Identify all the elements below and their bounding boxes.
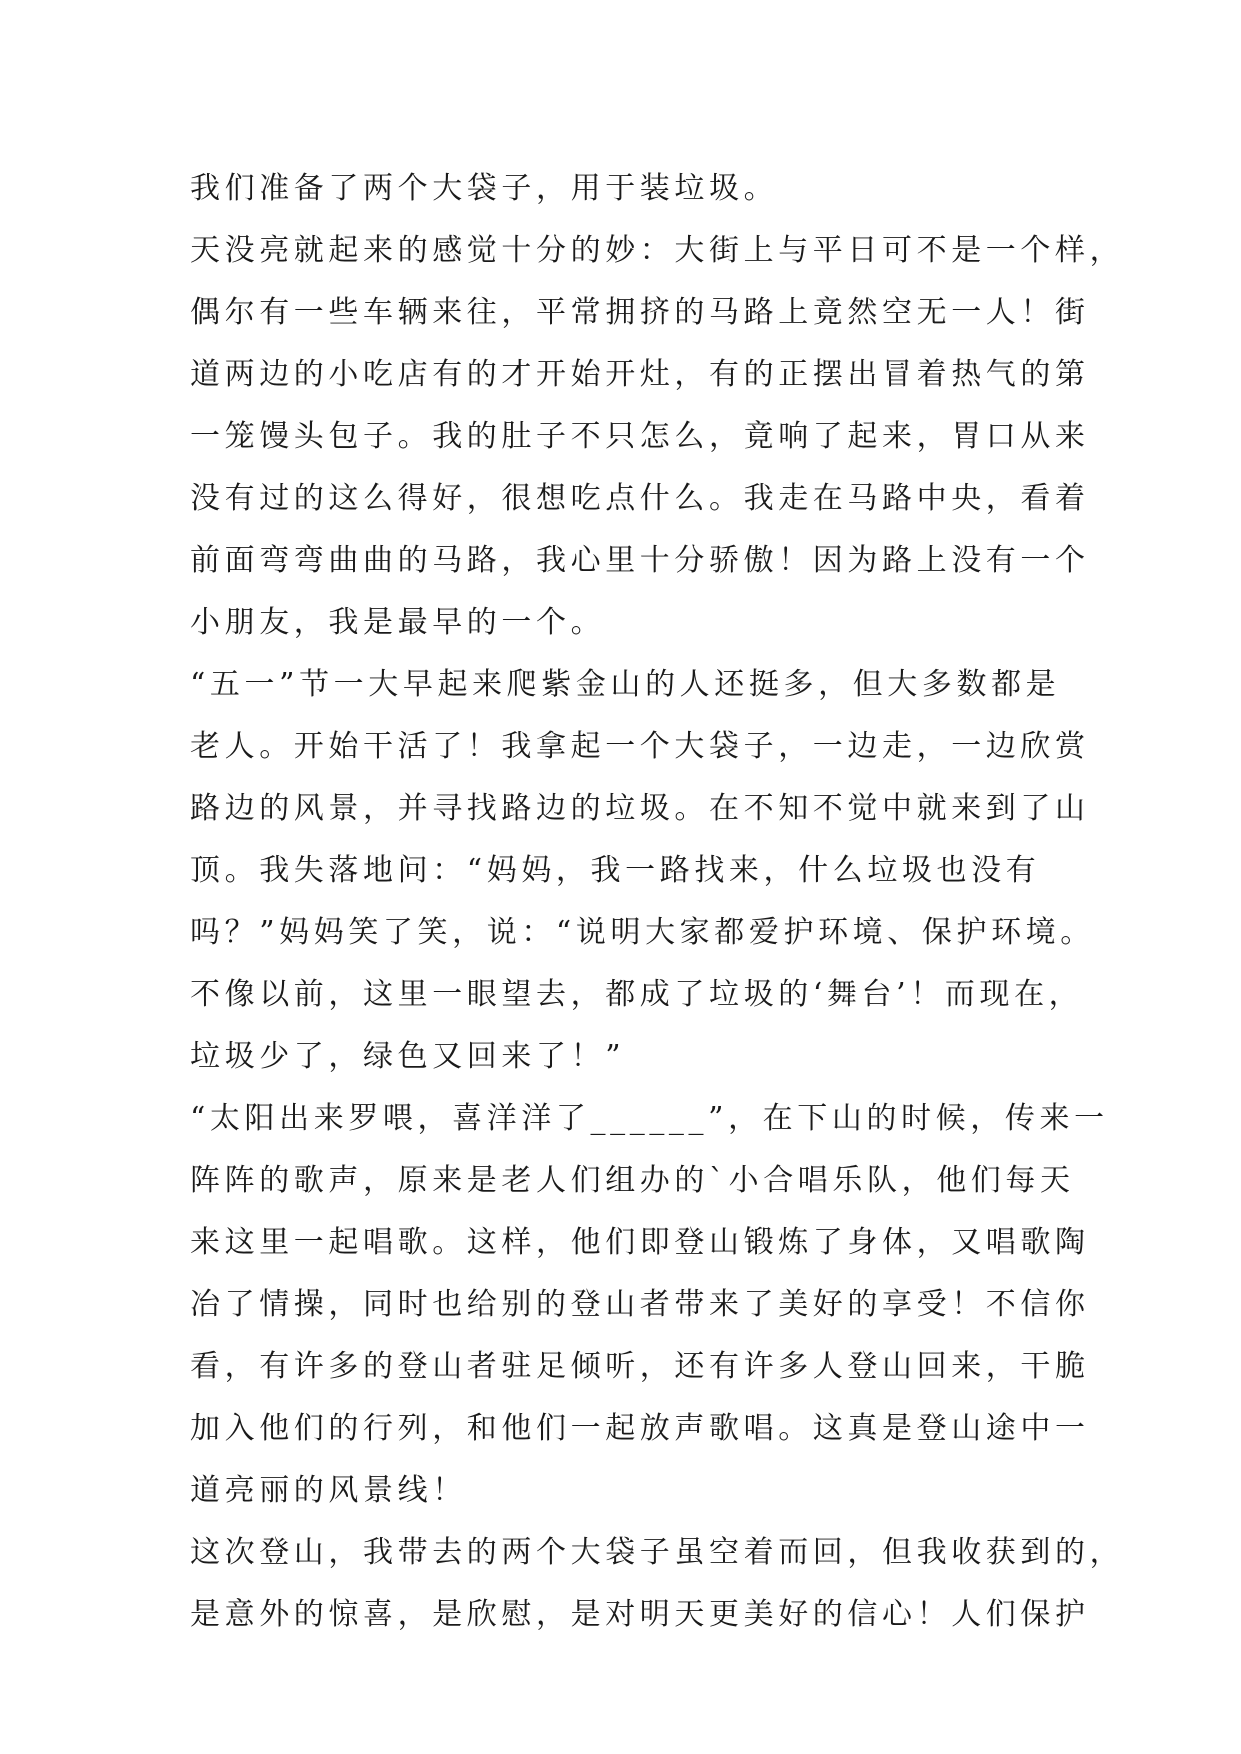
text-line: 路边的风景，并寻找路边的垃圾。在不知不觉中就来到了山 bbox=[190, 791, 1090, 826]
text-line: 垃圾少了，绿色又回来了！” bbox=[190, 1039, 626, 1074]
text-line: 看，有许多的登山者驻足倾听，还有许多人登山回来，干脆 bbox=[190, 1349, 1090, 1384]
text-line: 顶。我失落地问：“妈妈，我一路找来，什么垃圾也没有 bbox=[190, 853, 1041, 888]
text-line: 老人。开始干活了！我拿起一个大袋子，一边走，一边欣赏 bbox=[190, 729, 1090, 764]
text-line: 我们准备了两个大袋子，用于装垃圾。 bbox=[190, 171, 779, 206]
text-line: 这次登山，我带去的两个大袋子虽空着而回，但我收获到的， bbox=[190, 1535, 1125, 1570]
text-line: 不像以前，这里一眼望去，都成了垃圾的‘舞台’！而现在， bbox=[190, 977, 1084, 1012]
text-line: 一笼馒头包子。我的肚子不只怎么，竟响了起来，胃口从来 bbox=[190, 419, 1090, 454]
text-line: 小朋友，我是最早的一个。 bbox=[190, 605, 606, 640]
text-line: 道两边的小吃店有的才开始开灶，有的正摆出冒着热气的第 bbox=[190, 357, 1090, 392]
text-line: “太阳出来罗喂，喜洋洋了______”，在下山的时候，传来一 bbox=[190, 1101, 1109, 1136]
text-line: 阵阵的歌声，原来是老人们组办的`小合唱乐队，他们每天 bbox=[190, 1163, 1075, 1198]
text-line: 前面弯弯曲曲的马路，我心里十分骄傲！因为路上没有一个 bbox=[190, 543, 1090, 578]
text-line: 偶尔有一些车辆来往，平常拥挤的马路上竟然空无一人！街 bbox=[190, 295, 1090, 330]
text-line: 加入他们的行列，和他们一起放声歌唱。这真是登山途中一 bbox=[190, 1411, 1090, 1446]
text-line: 是意外的惊喜，是欣慰，是对明天更美好的信心！人们保护 bbox=[190, 1597, 1090, 1632]
text-line: 吗？”妈妈笑了笑，说：“说明大家都爱护环境、保护环境。 bbox=[190, 915, 1095, 950]
text-line: 道亮丽的风景线！ bbox=[190, 1473, 467, 1508]
text-line: 冶了情操，同时也给别的登山者带来了美好的享受！不信你 bbox=[190, 1287, 1090, 1322]
text-line: 来这里一起唱歌。这样，他们即登山锻炼了身体，又唱歌陶 bbox=[190, 1225, 1090, 1260]
text-line: 没有过的这么得好，很想吃点什么。我走在马路中央，看着 bbox=[190, 481, 1090, 516]
text-line: 天没亮就起来的感觉十分的妙：大街上与平日可不是一个样， bbox=[190, 233, 1125, 268]
text-line: “五一”节一大早起来爬紫金山的人还挺多，但大多数都是 bbox=[190, 667, 1061, 702]
document-body bbox=[190, 158, 1125, 1646]
